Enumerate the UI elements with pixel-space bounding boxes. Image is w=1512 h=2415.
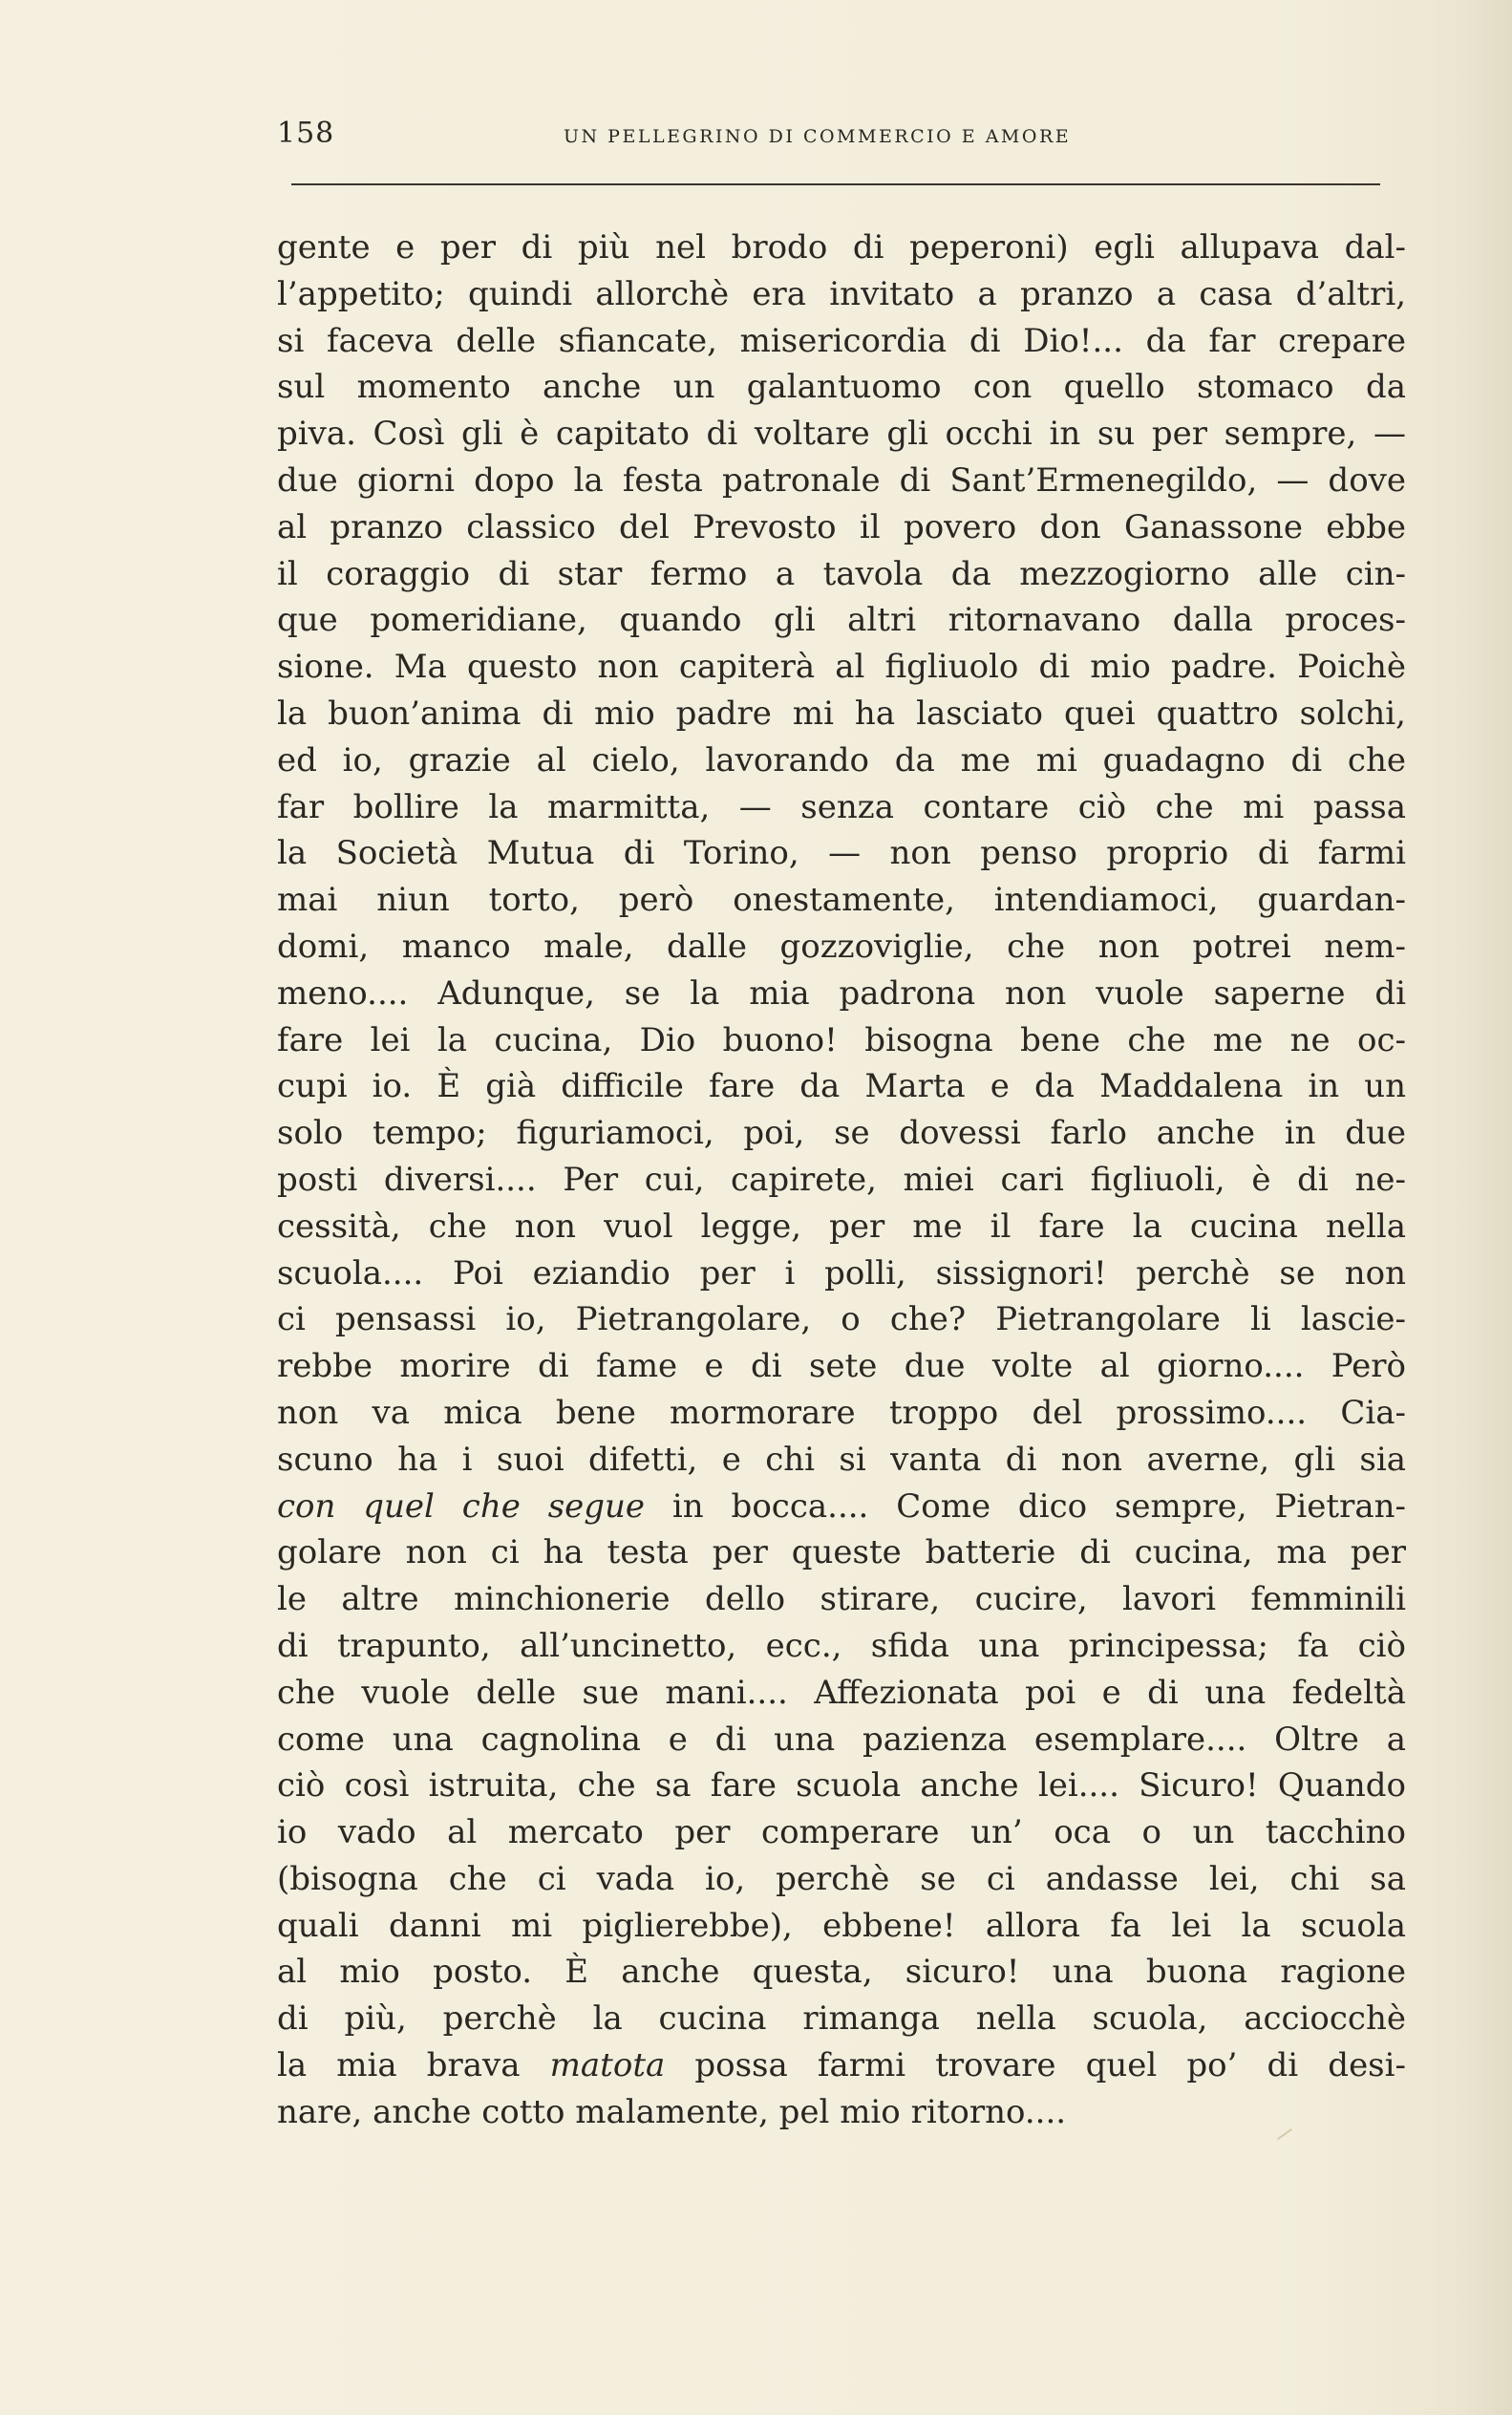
- text-segment: in bocca.... Come dico sempre, Pietran-: [645, 1486, 1406, 1526]
- text-line: di più, perchè la cucina rimanga nella scuola, acciocchè: [277, 1999, 1406, 2039]
- italic-phrase: con quel che segue: [277, 1486, 646, 1526]
- text-line: que pomeridiane, quando gli altri ritornavano dalla proces-: [277, 601, 1406, 640]
- text-line: gente e per di più nel brodo di peperoni) egli allupava dal-: [277, 228, 1406, 267]
- text-line: le altre minchionerie dello stirare, cucire, lavori femminili: [277, 1580, 1406, 1619]
- text-line: cupi io. È già difficile fare da Marta e da Maddalena in un: [277, 1067, 1406, 1106]
- text-line: ci pensassi io, Pietrangolare, o che? Pietrangolare li lascie-: [277, 1300, 1406, 1339]
- text-line: (bisogna che ci vada io, perchè se ci andasse lei, chi sa: [277, 1859, 1406, 1898]
- text-line: mai niun torto, però onestamente, intendiamoci, guardan-: [277, 881, 1406, 920]
- text-line: si faceva delle sfiancate, misericordia di Dio!... da far crepare: [277, 321, 1406, 360]
- text-line-last: nare, anche cotto malamente, pel mio ritorno....: [277, 2092, 1067, 2131]
- text-line: al mio posto. È anche questa, sicuro! una buona ragione: [277, 1953, 1406, 1992]
- text-line: solo tempo; figuriamoci, poi, se dovessi farlo anche in due: [277, 1114, 1406, 1153]
- text-line-mixed: [277, 1484, 1406, 1530]
- text-line: come una cagnolina e di una pazienza esemplare.... Oltre a: [277, 1720, 1406, 1759]
- body-text: [277, 224, 1406, 2136]
- text-line: ciò così istruita, che sa fare scuola anche lei.... Sicuro! Quando: [277, 1766, 1406, 1806]
- text-line: meno.... Adunque, se la mia padrona non vuole saperne di: [277, 973, 1406, 1013]
- text-line: io vado al mercato per comperare un’ oca o un tacchino: [277, 1813, 1406, 1852]
- text-line: piva. Così gli è capitato di voltare gli occhi in su per sempre, —: [277, 415, 1406, 454]
- text-line: posti diversi.... Per cui, capirete, miei cari figliuoli, è di ne-: [277, 1160, 1406, 1199]
- text-line: che vuole delle sue mani.... Affezionata poi e di una fedeltà: [277, 1673, 1406, 1712]
- text-line: sul momento anche un galantuomo con quello stomaco da: [277, 368, 1406, 407]
- italic-word: matota: [549, 2046, 666, 2085]
- text-line: cessità, che non vuol legge, per me il fare la cucina nella: [277, 1207, 1406, 1246]
- page-number: 158: [277, 117, 335, 150]
- text-line: al pranzo classico del Prevosto il povero don Ganassone ebbe: [277, 507, 1406, 546]
- text-line: golare non ci ha testa per queste batterie di cucina, ma per: [277, 1533, 1406, 1572]
- header-rule: [291, 183, 1380, 185]
- text-segment: possa farmi trovare quel po’ di desi-: [665, 2046, 1406, 2085]
- running-title: UN PELLEGRINO DI COMMERCIO E AMORE: [564, 126, 1072, 147]
- text-segment: la mia brava: [277, 2046, 550, 2085]
- text-line: ed io, grazie al cielo, lavorando da me mi guadagno di che: [277, 740, 1406, 780]
- text-line: la Società Mutua di Torino, — non penso proprio di farmi: [277, 834, 1406, 873]
- text-line: rebbe morire di fame e di sete due volte al giorno.... Però: [277, 1347, 1406, 1386]
- text-line: quali danni mi piglierebbe), ebbene! allora fa lei la scuola: [277, 1906, 1406, 1945]
- text-line: sione. Ma questo non capiterà al figliuolo di mio padre. Poichè: [277, 648, 1406, 687]
- text-line-mixed: [277, 2042, 1406, 2089]
- text-line: la buon’anima di mio padre mi ha lasciato quei quattro solchi,: [277, 694, 1406, 733]
- text-line: fare lei la cucina, Dio buono! bisogna bene che me ne oc-: [277, 1020, 1406, 1059]
- text-line: scuno ha i suoi difetti, e chi si vanta di non averne, gli sia: [277, 1440, 1406, 1479]
- text-line: il coraggio di star fermo a tavola da mezzogiorno alle cin-: [277, 554, 1406, 593]
- text-line: domi, manco male, dalle gozzoviglie, che non potrei nem-: [277, 927, 1406, 966]
- text-line: far bollire la marmitta, — senza contare ciò che mi passa: [277, 787, 1406, 826]
- text-line: scuola.... Poi eziandio per i polli, sissignori! perchè se non: [277, 1253, 1406, 1293]
- text-line: due giorni dopo la festa patronale di Sant’Ermenegildo, — dove: [277, 460, 1406, 500]
- text-line: di trapunto, all’uncinetto, ecc., sfida una principessa; fa ciò: [277, 1626, 1406, 1665]
- page-header: [277, 117, 1371, 155]
- text-line: l’appetito; quindi allorchè era invitato a pranzo a casa d’altri,: [277, 274, 1406, 313]
- text-line: non va mica bene mormorare troppo del prossimo.... Cia-: [277, 1393, 1406, 1432]
